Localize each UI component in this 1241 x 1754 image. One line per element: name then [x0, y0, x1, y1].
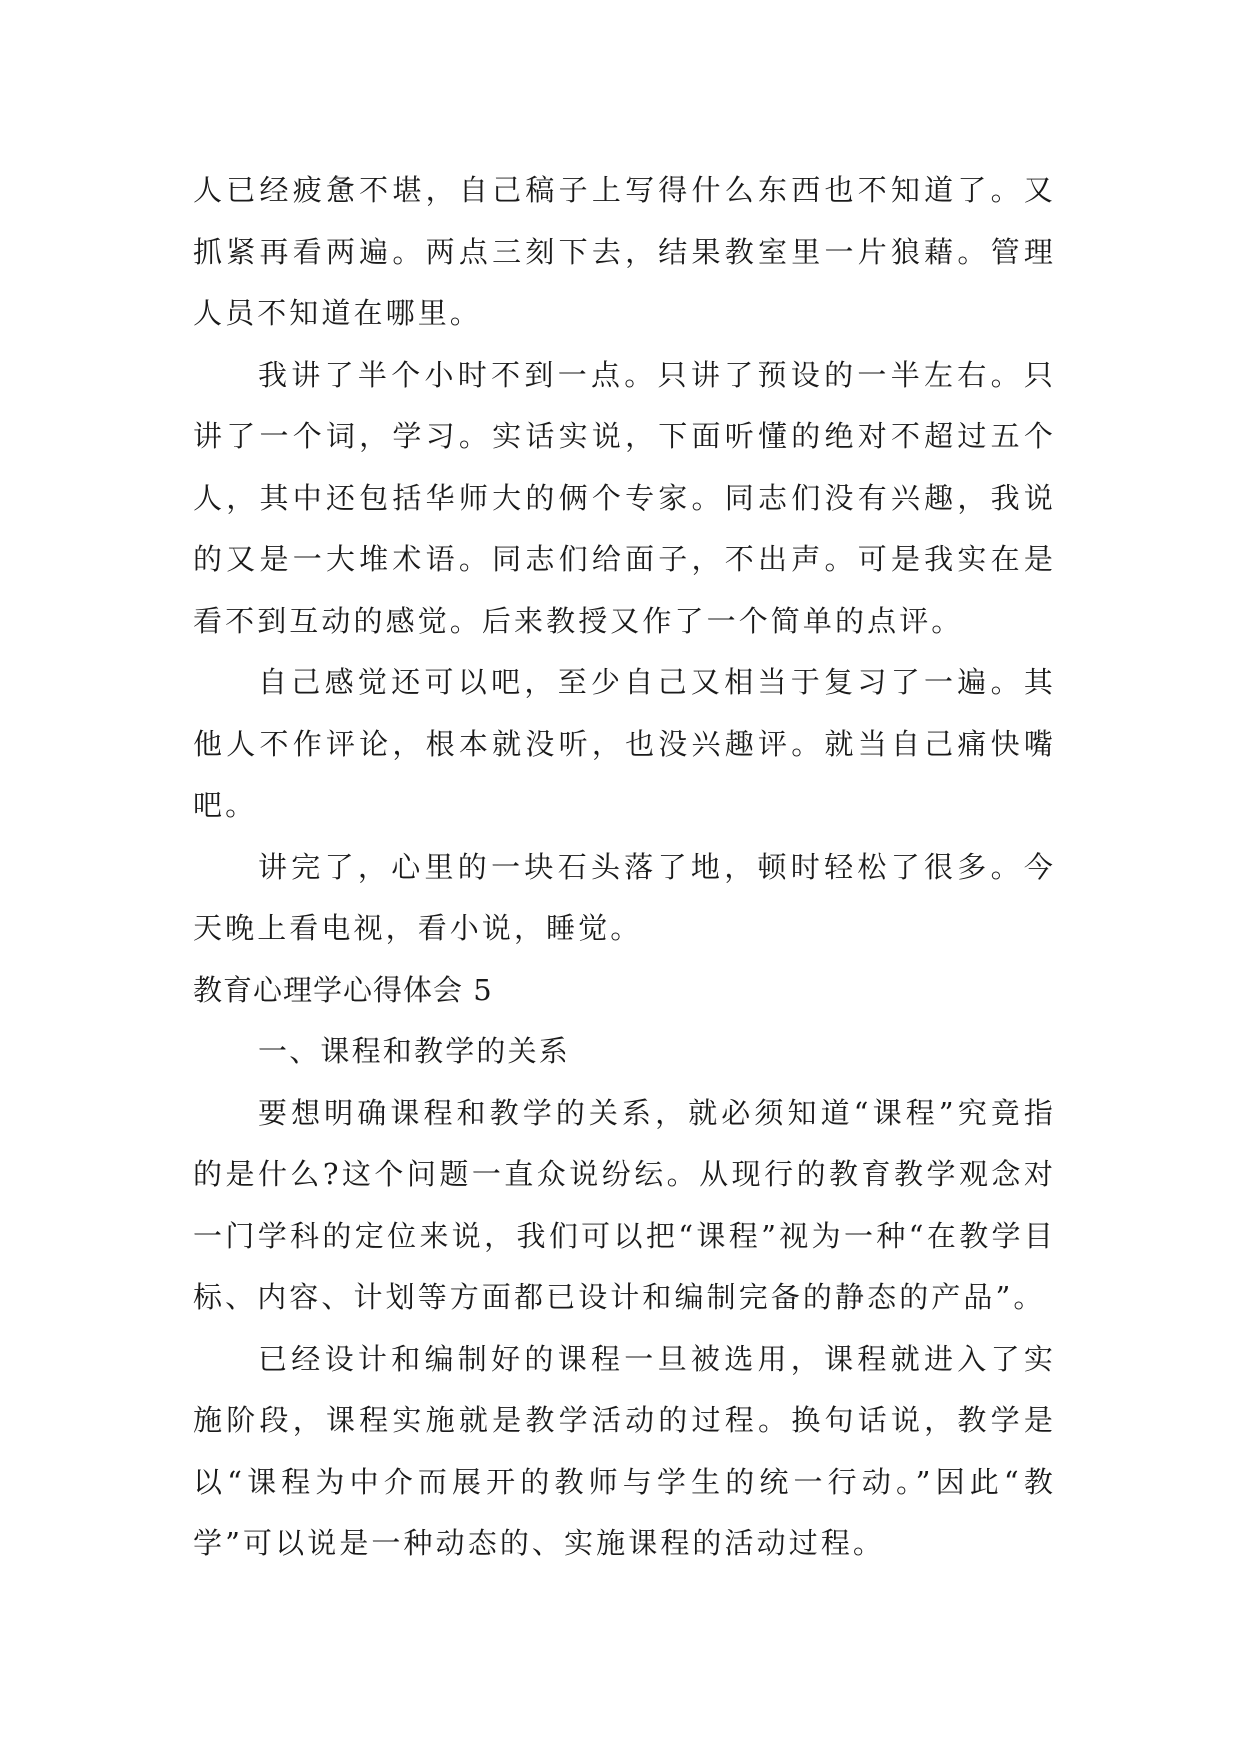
document-body [193, 160, 1056, 1575]
paragraph-lecture: 我讲了半个小时不到一点。只讲了预设的一半左右。只讲了一个词，学习。实话实说，下面听懂的绝对不超过五个人，其中还包括华师大的俩个专家。同志们没有兴趣，我说的又是一大堆术语。同志们给面子，不出声。可是我实在是看不到互动的感觉。后来教授又作了一个简单的点评。 [193, 357, 1056, 638]
paragraph-curriculum-implementation: 已经设计和编制好的课程一旦被选用，课程就进入了实施阶段，课程实施就是教学活动的过程。换句话说，教学是以“课程为中介而展开的教师与学生的统一行动。”因此“教学”可以说是一种动态的、实施课程的活动过程。 [193, 1341, 1056, 1560]
paragraph-continuation: 人已经疲惫不堪，自己稿子上写得什么东西也不知道了。又抓紧再看两遍。两点三刻下去，结果教室里一片狼藉。管理人员不知道在哪里。 [193, 173, 1056, 330]
paragraph-curriculum-definition: 要想明确课程和教学的关系，就必须知道“课程”究竟指的是什么?这个问题一直众说纷纭。从现行的教育教学观念对一门学科的定位来说，我们可以把“课程”视为一种“在教学目标、内容、计划等方面都已设计和编制完备的静态的产品”。 [193, 1095, 1056, 1314]
paragraph-relief: 讲完了，心里的一块石头落了地，顿时轻松了很多。今天晚上看电视，看小说，睡觉。 [193, 849, 1056, 945]
section-title: 教育心理学心得体会 5 [193, 972, 493, 1007]
section-subheading: 一、课程和教学的关系 [258, 1034, 571, 1068]
paragraph-self-assessment: 自己感觉还可以吧，至少自己又相当于复习了一遍。其他人不作评论，根本就没听，也没兴趣评。就当自己痛快嘴吧。 [193, 665, 1056, 822]
